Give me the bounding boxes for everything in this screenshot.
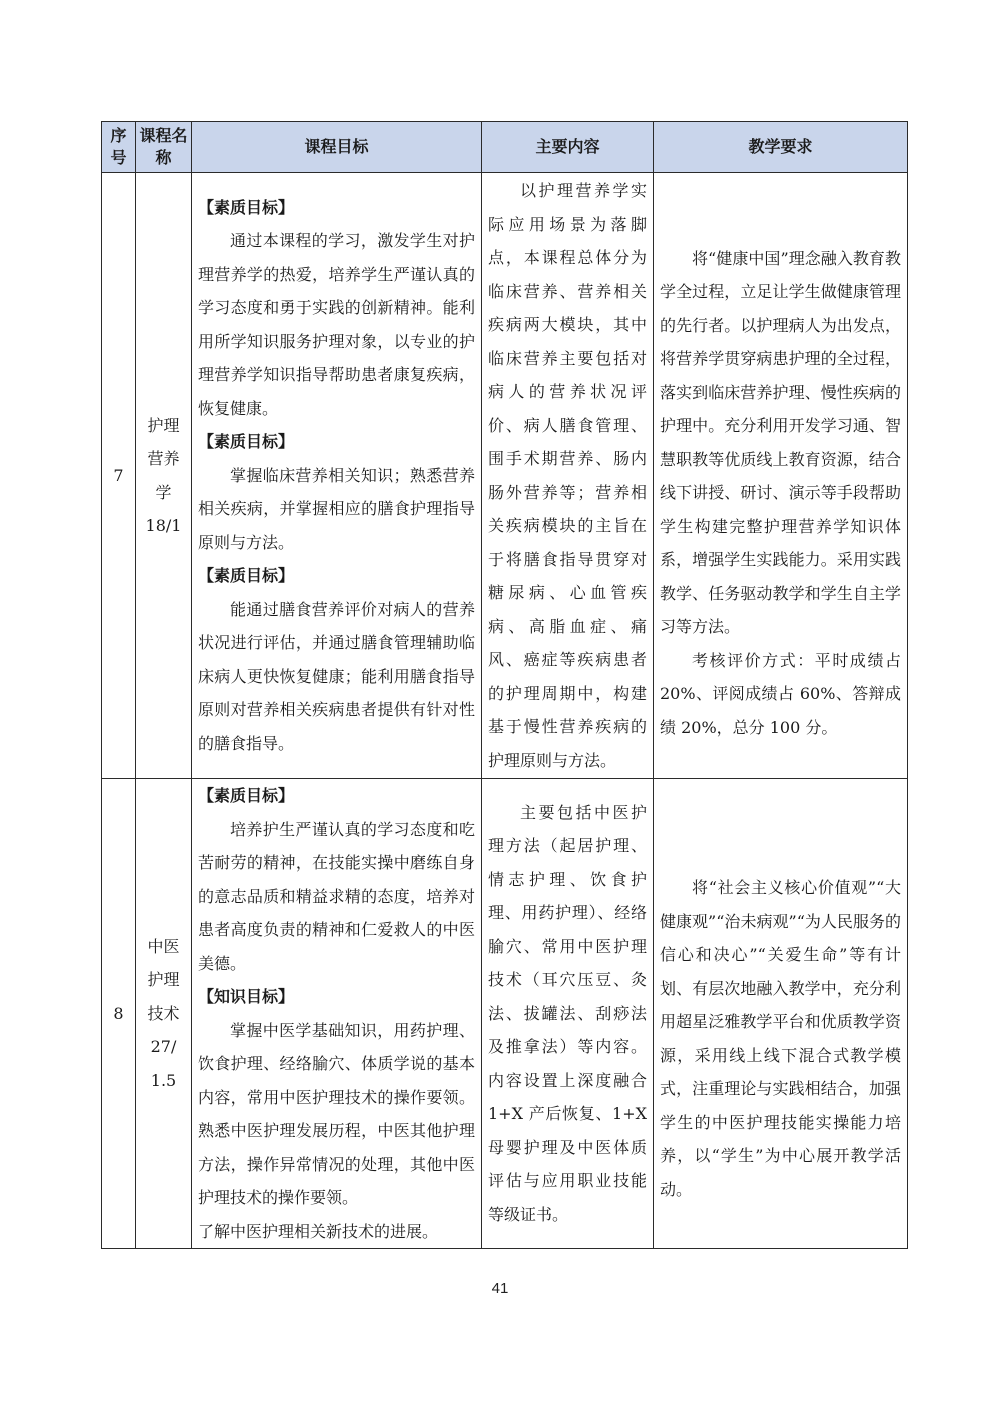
goal-heading: 【知识目标】 bbox=[198, 987, 295, 1006]
table-header-row bbox=[102, 122, 908, 173]
requirement-text: 将“健康中国”理念融入教育教学全过程，立足让学生做健康管理的先行者。以护理病人为出发点，将营养学贯穿病患护理的全过程，落实到临床营养护理、慢性疾病的护理中。充分利用开发学习通、智慧职教等优质线上教育资源，结合线下讲授、研讨、演示等手段帮助学生构建完整护理营养学知识体系，增强学生实践能力。采用实践教学、任务驱动教学和学生自主学习等方法。 bbox=[660, 248, 901, 637]
header-main-content: 主要内容 bbox=[482, 122, 654, 173]
course-name-line: 技术 bbox=[147, 1003, 180, 1023]
goal-heading: 【素质目标】 bbox=[198, 197, 295, 217]
course-name-line: 护理 bbox=[147, 970, 180, 990]
course-name-line: 中医 bbox=[147, 936, 180, 956]
goal-text: 掌握临床营养相关知识；熟悉营养相关疾病，并掌握相应的膳食护理指导原则与方法。 bbox=[198, 465, 475, 552]
course-name-line: 18/1 bbox=[145, 516, 182, 535]
header-index: 序号 bbox=[102, 122, 136, 173]
teaching-requirements bbox=[654, 779, 908, 1249]
assessment-text: 考核评价方式：平时成绩占 20%、评阅成绩占 60%、答辩成绩 20%，总分 100 分。 bbox=[660, 650, 901, 737]
goal-heading: 【素质目标】 bbox=[198, 786, 295, 805]
course-name-line: 营养 bbox=[147, 449, 180, 468]
content-text: 以护理营养学实际应用场景为落脚点，本课程总体分为临床营养、营养相关疾病两大模块，其中临床营养主要包括对病人的营养状况评价、病人膳食管理、围手术期营养、肠内肠外营养等；营养相关疾病模块的主旨在于将膳食指导贯穿对糖尿病、心血管疾病、高脂血症、痛风、癌症等疾病患者的护理周期中，构建基于慢性营养疾病的护理原则与方法。 bbox=[488, 181, 647, 770]
row-index: 7 bbox=[102, 173, 136, 779]
course-name-line: 1.5 bbox=[150, 1070, 177, 1090]
course-goals bbox=[192, 779, 482, 1249]
table-row bbox=[102, 173, 908, 779]
row-index: 8 bbox=[102, 779, 136, 1249]
course-goals bbox=[192, 173, 482, 779]
page-number: 41 bbox=[491, 1280, 509, 1297]
content-text: 主要包括中医护理方法（起居护理、情志护理、饮食护理、用药护理）、经络腧穴、常用中医护理技术（耳穴压豆、灸法、拔罐法、刮痧法及推拿法）等内容。内容设置上深度融合 1+X 产后恢复、1+X 母婴护理及中医体质评估与应用职业技能等级证书。 bbox=[488, 802, 647, 1224]
goal-text: 能通过膳食营养评价对病人的营养状况进行评估，并通过膳食管理辅助临床病人更快恢复健康；能利用膳食指导原则对营养相关疾病患者提供有针对性的膳食指导。 bbox=[198, 599, 475, 753]
course-name bbox=[136, 779, 192, 1249]
course-name-line: 学 bbox=[155, 482, 172, 502]
goal-text: 通过本课程的学习，激发学生对护理营养学的热爱，培养学生严谨认真的学习态度和勇于实践的创新精神。能利用所学知识服务护理对象，以专业的护理营养学知识指导帮助患者康复疾病，恢复健康。 bbox=[198, 231, 475, 418]
goal-text-tail: 了解中医护理相关新技术的进展。 bbox=[198, 1221, 439, 1241]
header-course-goals: 课程目标 bbox=[192, 122, 482, 173]
curriculum-table bbox=[101, 121, 908, 1249]
table-row bbox=[102, 779, 908, 1249]
goal-heading: 【素质目标】 bbox=[198, 432, 295, 452]
teaching-requirements bbox=[654, 173, 908, 779]
course-name-line: 27/ bbox=[150, 1037, 177, 1057]
requirement-text: 将“社会主义核心价值观”“大健康观”“治未病观”“为人民服务的信心和决心”“关爱生命”等有计划、有层次地融入教学中，充分利用超星泛雅教学平台和优质教学资源，采用线上线下混合式教学模式，注重理论与实践相结合，加强学生的中医护理技能实操能力培养，以“学生”为中心展开教学活动。 bbox=[660, 878, 901, 1199]
header-teaching-requirements: 教学要求 bbox=[654, 122, 908, 173]
header-course-name: 课程名称 bbox=[136, 122, 192, 173]
goal-heading: 【素质目标】 bbox=[198, 566, 295, 586]
course-name bbox=[136, 173, 192, 779]
goal-text: 掌握中医学基础知识，用药护理、饮食护理、经络腧穴、体质学说的基本内容，常用中医护理技术的操作要领。熟悉中医护理发展历程，中医其他护理方法，操作异常情况的处理，其他中医护理技术的操作要领。 bbox=[198, 1020, 475, 1207]
main-content bbox=[482, 173, 654, 779]
goal-text: 培养护生严谨认真的学习态度和吃苦耐劳的精神，在技能实操中磨练自身的意志品质和精益求精的态度，培养对患者高度负责的精神和仁爱救人的中医美德。 bbox=[198, 819, 475, 973]
main-content bbox=[482, 779, 654, 1249]
course-name-line: 护理 bbox=[147, 415, 180, 435]
